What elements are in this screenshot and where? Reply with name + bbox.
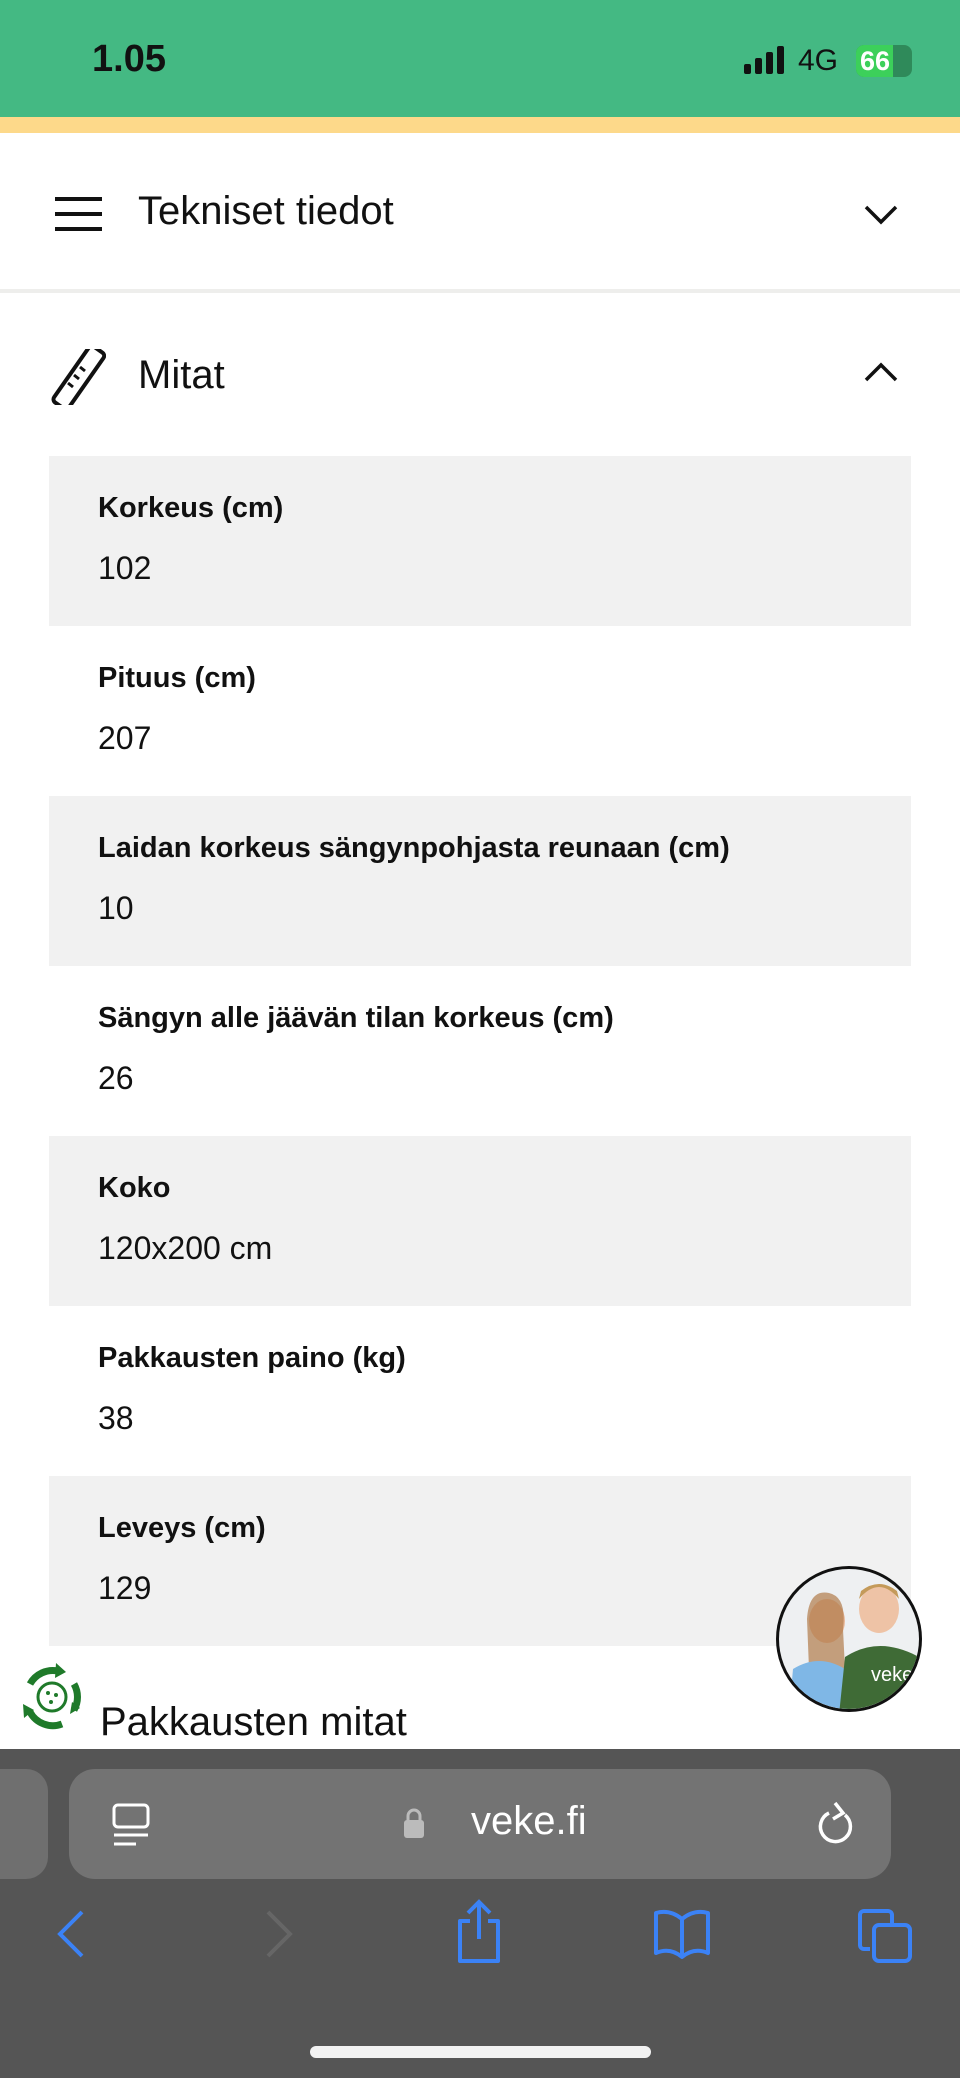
section-pakkausten-mitat[interactable]: Pakkausten mitat (100, 1700, 407, 1744)
specs-table (49, 456, 911, 1646)
spec-value: 129 (98, 1570, 152, 1606)
table-row (49, 1136, 911, 1306)
spec-value: 102 (98, 550, 152, 586)
spec-label: Laidan korkeus sängynpohjasta reunaan (cm) (98, 832, 730, 864)
status-bar (0, 0, 960, 117)
spec-label: Pituus (cm) (98, 662, 256, 694)
chevron-up-icon (864, 355, 898, 389)
home-indicator[interactable] (310, 2046, 651, 2058)
spec-value: 10 (98, 890, 134, 926)
spec-label: Korkeus (cm) (98, 492, 284, 524)
tabs-icon[interactable] (858, 1909, 914, 1965)
signal-icon (744, 46, 784, 74)
accordion-tekniset-tiedot[interactable] (0, 133, 960, 293)
spec-value: 120x200 cm (98, 1230, 273, 1266)
spec-value: 207 (98, 720, 152, 756)
spec-label: Sängyn alle jäävän tilan korkeus (cm) (98, 1002, 614, 1034)
back-icon[interactable] (56, 1909, 86, 1959)
table-row (49, 456, 911, 626)
bookmarks-icon[interactable] (652, 1909, 712, 1959)
lock-icon (403, 1807, 425, 1839)
spec-value: 26 (98, 1060, 134, 1096)
battery-level: 66 (860, 46, 891, 76)
browser-toolbar (0, 1749, 960, 2078)
shirt-text: veke (871, 1664, 914, 1686)
spec-label: Leveys (cm) (98, 1512, 266, 1544)
chevron-down-icon (864, 197, 898, 231)
previous-tab-preview[interactable] (0, 1769, 48, 1879)
clock: 1.05 (92, 38, 166, 80)
spec-label: Koko (98, 1172, 171, 1204)
spec-value: 38 (98, 1400, 134, 1436)
reader-mode-icon[interactable] (111, 1803, 151, 1847)
ruler-icon (50, 349, 106, 405)
share-icon[interactable] (454, 1899, 504, 1965)
menu-icon (54, 197, 104, 231)
accordion-title: Tekniset tiedot (138, 189, 394, 233)
support-team-photo (779, 1569, 922, 1712)
table-row (49, 796, 911, 966)
section-mitat-header[interactable] (0, 297, 960, 447)
chat-avatar-button[interactable] (776, 1566, 922, 1712)
battery-icon (856, 45, 912, 77)
network-type: 4G (798, 44, 839, 77)
table-row (49, 1306, 911, 1476)
address-bar[interactable] (69, 1769, 891, 1879)
reload-icon[interactable] (815, 1799, 855, 1849)
accent-stripe (0, 117, 960, 133)
table-row (49, 626, 911, 796)
table-row (49, 966, 911, 1136)
recycle-icon[interactable] (18, 1662, 86, 1732)
url-text: veke.fi (471, 1799, 587, 1843)
forward-icon[interactable] (264, 1909, 294, 1959)
spec-label: Pakkausten paino (kg) (98, 1342, 406, 1374)
section-title: Mitat (138, 353, 225, 397)
